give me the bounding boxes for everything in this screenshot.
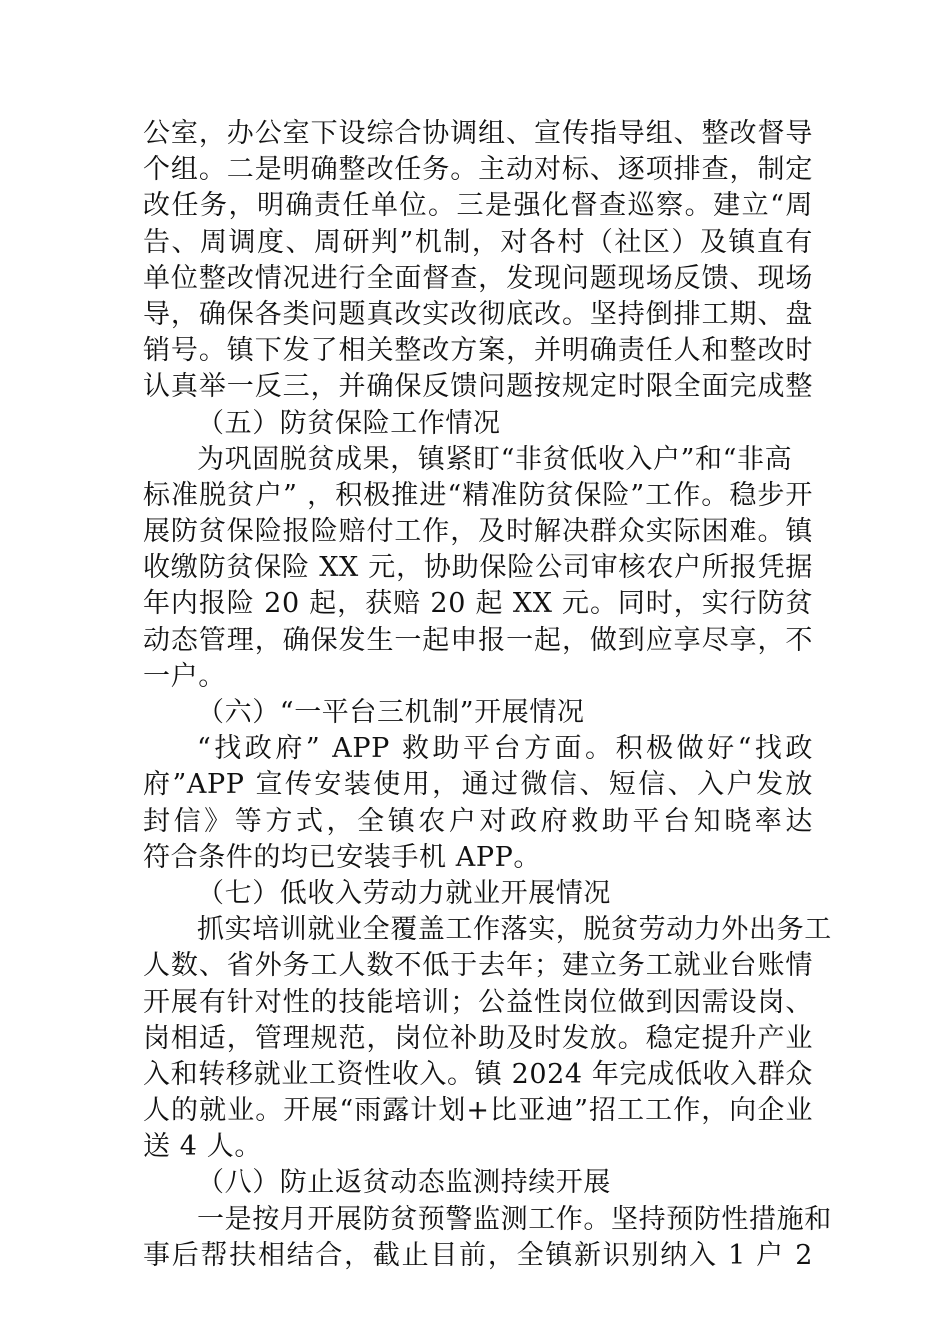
text-line: 年内报险 20 起，获赔 20 起 XX 元。同时，实行防贫 — [143, 588, 813, 620]
text-line: 一户。 — [143, 660, 226, 692]
text-line: （七）低收入劳动力就业开展情况 — [197, 877, 611, 909]
text-line: 为巩固脱贫成果，镇紧盯“非贫低收入户”和“非高 — [197, 443, 793, 475]
text-line: 导，确保各类问题真改实改彻底改。坚持倒排工期、盘 — [143, 298, 813, 330]
text-line: 封信》等方式，全镇农户对政府救助平台知晓率达 — [143, 805, 813, 837]
text-line: 入和转移就业工资性收入。镇 2024 年完成低收入群众 — [143, 1058, 813, 1090]
text-line: 人数、省外务工人数不低于去年；建立务工就业台账情 — [143, 950, 813, 982]
text-line: 单位整改情况进行全面督查，发现问题现场反馈、现场 — [143, 262, 813, 294]
text-line: （六）“一平台三机制”开展情况 — [197, 697, 585, 728]
document-body — [143, 116, 832, 1274]
text-line: 收缴防贫保险 XX 元，协助保险公司审核农户所报凭据 — [143, 552, 813, 584]
text-line: 府”APP 宣传安装使用，通过微信、短信、入户发放 — [143, 769, 813, 801]
text-line: 事后帮扶相结合，截止目前，全镇新识别纳入 1 户 2 — [143, 1239, 813, 1271]
text-line: 人的就业。开展“雨露计划+比亚迪”招工工作，向企业 — [143, 1095, 813, 1127]
text-line: 开展有针对性的技能培训；公益性岗位做到因需设岗、 — [143, 986, 813, 1018]
text-line: 改任务，明确责任单位。三是强化督查巡察。建立“周 — [143, 190, 813, 222]
text-line: 展防贫保险报险赔付工作，及时解决群众实际困难。镇 — [143, 516, 813, 548]
text-line: 公室，办公室下设综合协调组、宣传指导组、整改督导 — [143, 118, 813, 149]
text-line: “找政府” APP 救助平台方面。积极做好“找政 — [197, 733, 813, 765]
text-line: 符合条件的均已安装手机 APP。 — [143, 841, 542, 873]
text-line: （五）防贫保险工作情况 — [197, 407, 501, 439]
text-line: 抓实培训就业全覆盖工作落实，脱贫劳动力外出务工 — [197, 914, 832, 946]
text-line: 送 4 人。 — [143, 1131, 262, 1163]
text-line: 告、周调度、周研判”机制，对各村（社区）及镇直有 — [143, 226, 813, 258]
text-line: 一是按月开展防贫预警监测工作。坚持预防性措施和 — [197, 1203, 832, 1235]
text-line: （八）防止返贫动态监测持续开展 — [197, 1167, 611, 1199]
text-line: 标准脱贫户” ，积极推进“精准防贫保险”工作。稳步开 — [143, 479, 813, 511]
text-line: 个组。二是明确整改任务。主动对标、逐项排查，制定 — [143, 154, 813, 186]
text-line: 销号。镇下发了相关整改方案，并明确责任人和整改时 — [143, 335, 813, 367]
text-line: 动态管理，确保发生一起申报一起，做到应享尽享，不 — [143, 624, 813, 656]
text-line: 认真举一反三，并确保反馈问题按规定时限全面完成整 — [143, 371, 813, 403]
text-line: 岗相适，管理规范，岗位补助及时发放。稳定提升产业 — [143, 1022, 813, 1054]
